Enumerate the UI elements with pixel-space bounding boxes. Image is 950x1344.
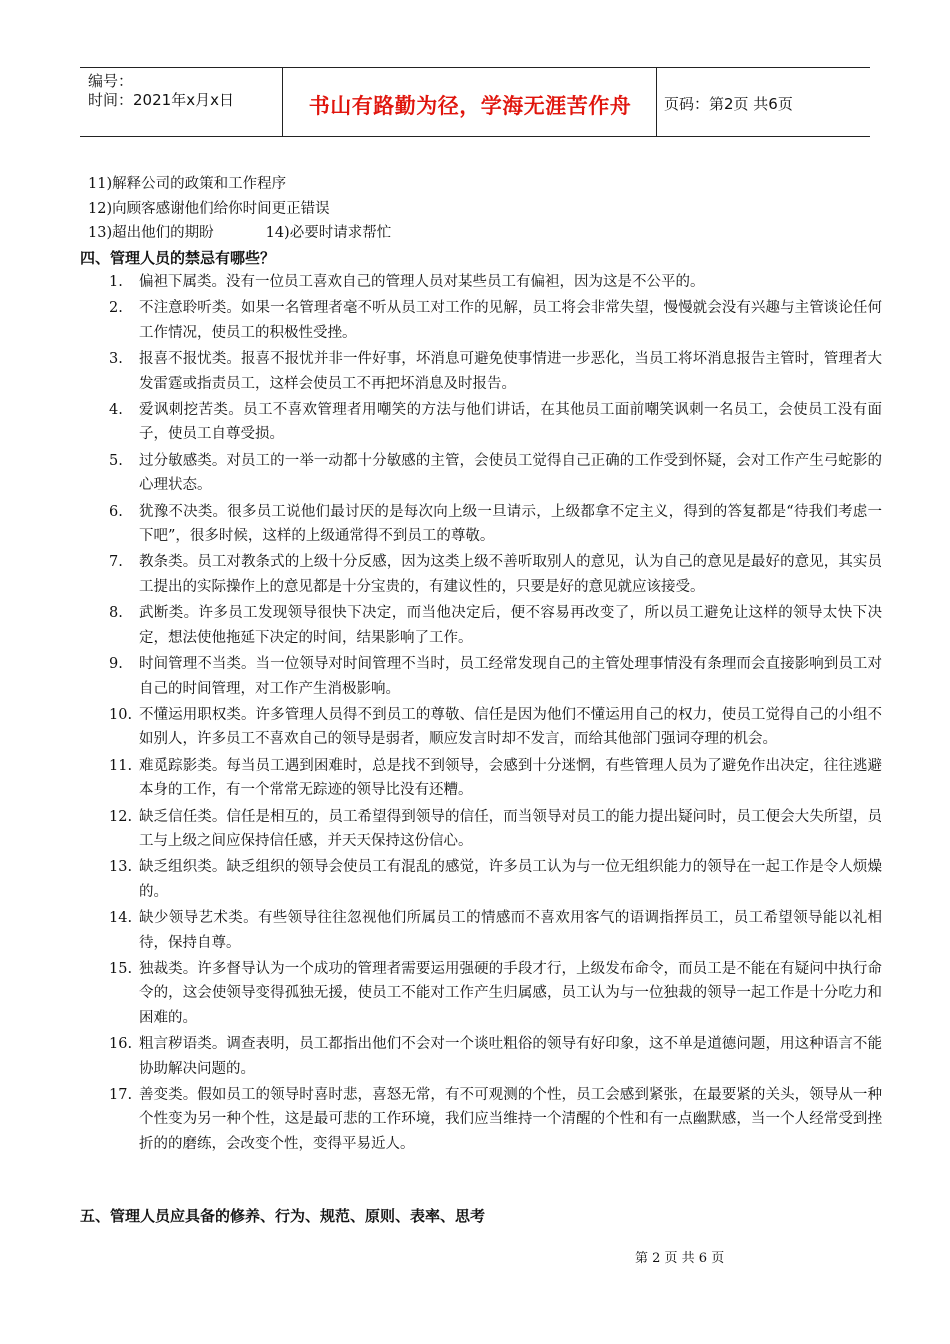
page-header (80, 67, 870, 137)
taboo-item (109, 500, 882, 549)
taboo-item (109, 805, 882, 854)
taboo-item-number: 8. (109, 605, 123, 622)
taboo-item-text: 爱讽刺挖苦类。员工不喜欢管理者用嘲笑的方法与他们讲话，在其他员工面前嘲笑讽刺一名员工，会使员工没有面子，使员工自尊受损。 (139, 402, 882, 443)
taboo-item-text: 独裁类。许多督导认为一个成功的管理者需要运用强硬的手段才行，上级发布命令，而员工是不能在有疑问中执行命令的，这会使领导变得孤独无援，使员工不能对工作产生归属感，员工认为与一位独裁的领导一起工作是十分吃力和困难的。 (139, 960, 882, 1026)
taboo-item-text: 不懂运用职权类。许多管理人员得不到员工的尊敬、信任是因为他们不懂运用自己的权力，使员工觉得自己的小组不如别人，许多员工不喜欢自己的领导是弱者，顺应发言时却不发言，而给其他部门强词夺理的机会。 (139, 706, 882, 748)
taboo-item-text: 难觅踪影类。每当员工遇到困难时，总是找不到领导，会感到十分迷惘，有些管理人员为了避免作出决定，往往逃避本身的工作，有一个常常无踪迹的领导比没有还糟。 (139, 757, 882, 799)
document-number-label: 编号： (88, 72, 134, 90)
taboo-item-text: 善变类。假如员工的领导时喜时悲，喜怒无常，有不可观测的个性，员工会感到紧张，在最要紧的关头，领导从一种个性变为另一种个性，这是最可悲的工作环境，我们应当维持一个清醒的个性和有一点幽默感，当一个人经常受到挫折的的磨练，会改变个性，变得平易近人。 (139, 1087, 882, 1152)
taboo-item-number: 5. (109, 452, 123, 469)
list-item-13: 13)超出他们的期盼 (88, 225, 214, 241)
taboo-item-number: 14. (109, 910, 133, 927)
document-time (88, 91, 278, 110)
taboo-item-number: 1. (109, 274, 123, 290)
section-5-heading: 五、管理人员应具备的修养、行为、规范、原则、表率、思考 (80, 1207, 486, 1225)
taboo-item-number: 2. (109, 300, 123, 317)
page-footer: 第 2 页 共 6 页 (635, 1251, 725, 1266)
taboo-item (109, 652, 882, 701)
taboo-item-text: 过分敏感类。对员工的一举一动都十分敏感的主管，会使员工觉得自己正确的工作受到怀疑，会对工作产生弓蛇影的心理状态。 (139, 452, 882, 494)
section-4-heading: 四、管理人员的禁忌有哪些？ (80, 249, 276, 267)
taboo-item (109, 550, 882, 599)
taboo-item-text: 报喜不报忧类。报喜不报忧并非一件好事，坏消息可避免使事情进一步恶化，当员工将坏消息报告主管时，管理者大发雷霆或指责员工，这样会使员工不再把坏消息及时报告。 (139, 351, 882, 392)
taboo-item-text: 武断类。许多员工发现领导很快下决定，而当他决定后，便不容易再改变了，所以员工避免让这样的领导太快下决定，想法使他拖延下决定的时间，结果影响了工作。 (139, 605, 882, 646)
taboo-item-number: 10. (109, 706, 133, 723)
taboo-item-text: 缺乏组织类。缺乏组织的领导会使员工有混乱的感觉，许多员工认为与一位无组织能力的领导在一起工作是令人烦燥的。 (139, 859, 882, 900)
list-item-14: 14)必要时请求帮忙 (265, 225, 392, 241)
header-divider-right (656, 68, 657, 136)
taboo-item-number: 17. (109, 1087, 133, 1103)
taboo-item (109, 855, 882, 904)
taboo-item (109, 270, 882, 294)
time-label: 时间： (88, 91, 134, 109)
taboo-list (109, 270, 882, 1158)
taboo-item-number: 7. (109, 554, 123, 571)
taboo-item (109, 754, 882, 803)
taboo-item-text: 缺乏信任类。信任是相互的，员工希望得到领导的信任，而当领导对员工的能力提出疑问时，员工便会大失所望，员工与上级之间应保持信任感，并天天保持这份信心。 (139, 808, 882, 849)
time-value: 2021年x月x日 (133, 91, 234, 109)
header-page-info: 页码：第2页 共6页 (664, 95, 793, 113)
taboo-item (109, 906, 882, 955)
taboo-item-number: 6. (109, 503, 123, 520)
header-motto: 书山有路勤为径，学海无涯苦作舟 (308, 94, 632, 118)
list-item-13-14 (88, 221, 391, 242)
taboo-item-number: 11. (109, 757, 133, 774)
taboo-item (109, 398, 882, 447)
taboo-item (109, 601, 882, 650)
taboo-item-number: 12. (109, 808, 133, 825)
taboo-item-text: 粗言秽语类。调查表明，员工都指出他们不会对一个谈吐粗俗的领导有好印象，这不单是道德问题，用这种语言不能协助解决问题的。 (139, 1036, 882, 1077)
taboo-item-number: 4. (109, 402, 123, 419)
taboo-item (109, 1083, 882, 1156)
taboo-item-number: 16. (109, 1036, 133, 1053)
taboo-item-text: 时间管理不当类。当一位领导对时间管理不当时，员工经常发现自己的主管处理事情没有条理而会直接影响到员工对自己的时间管理，对工作产生消极影响。 (139, 656, 882, 697)
taboo-item-text: 犹豫不决类。很多员工说他们最讨厌的是每次向上级一旦请示，上级都拿不定主义，得到的答复都是“待我们考虑一下吧”，很多时候，这样的上级通常得不到员工的尊敬。 (139, 503, 882, 545)
taboo-item-text: 缺少领导艺术类。有些领导往往忽视他们所属员工的情感而不喜欢用客气的语调指挥员工，员工希望领导能以礼相待，保持自尊。 (139, 910, 882, 951)
header-meta (88, 72, 278, 110)
taboo-item-text: 教条类。员工对教条式的上级十分反感，因为这类上级不善听取别人的意见，认为自己的意见是最好的意见，其实员工提出的实际操作上的意见都是十分宝贵的，有建议性的，只要是好的意见就应该接受。 (139, 554, 882, 595)
taboo-item (109, 296, 882, 345)
header-divider-left (282, 68, 283, 136)
list-item-12: 12)向顾客感谢他们给你时间更正错误 (88, 201, 330, 217)
taboo-item-number: 3. (109, 351, 123, 368)
taboo-item (109, 703, 882, 752)
taboo-item-number: 13. (109, 859, 133, 876)
taboo-item (109, 1032, 882, 1081)
taboo-item (109, 347, 882, 396)
taboo-item-number: 9. (109, 656, 123, 673)
taboo-item-number: 15. (109, 960, 133, 977)
taboo-item (109, 449, 882, 498)
taboo-item-text: 偏袒下属类。没有一位员工喜欢自己的管理人员对某些员工有偏袒，因为这是不公平的。 (139, 274, 705, 290)
list-item-11: 11)解释公司的政策和工作程序 (88, 176, 287, 192)
taboo-item-text: 不注意聆听类。如果一名管理者毫不听从员工对工作的见解，员工将会非常失望，慢慢就会没有兴趣与主管谈论任何工作情况，使员工的积极性受挫。 (139, 300, 882, 341)
taboo-item (109, 957, 882, 1030)
